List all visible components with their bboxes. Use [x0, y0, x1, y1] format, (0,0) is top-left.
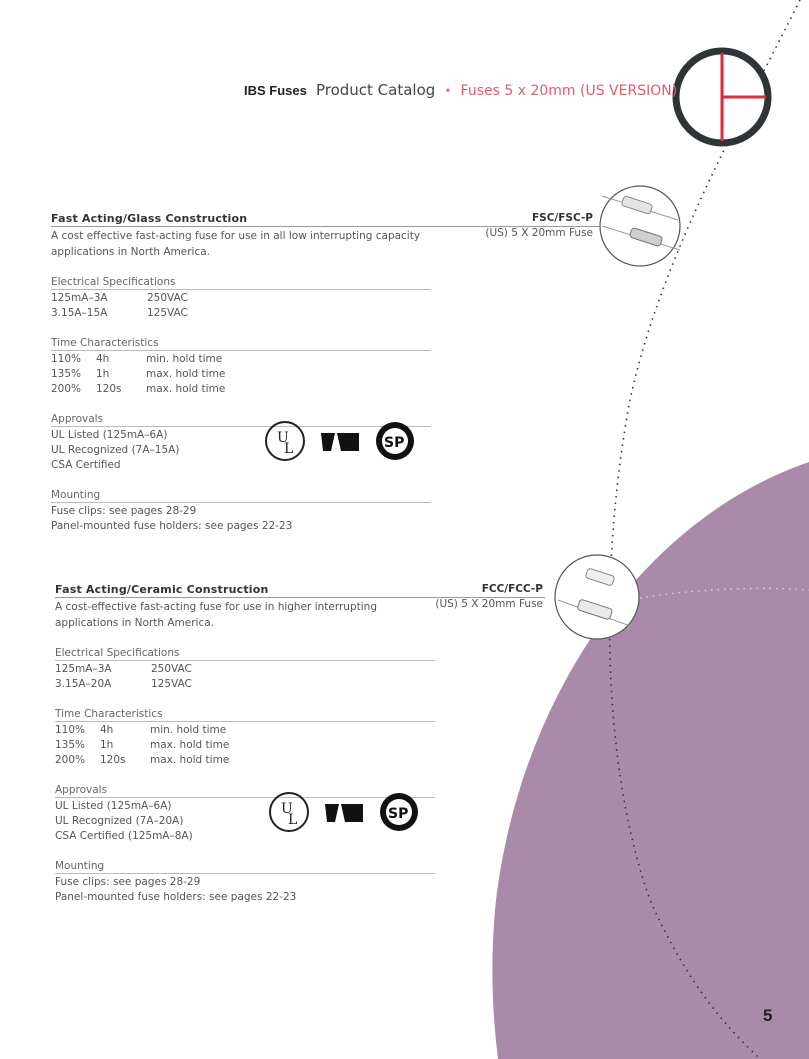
spec-row	[51, 291, 431, 306]
time-dur: 1h	[100, 739, 114, 751]
csa-certified-icon	[376, 422, 414, 460]
approval-item: CSA Certified	[51, 459, 121, 471]
spec-row	[55, 662, 435, 677]
time-row	[55, 738, 435, 753]
spec-row	[55, 677, 435, 692]
time-head: Time Characteristics	[51, 337, 431, 351]
electrical-head: Electrical Specifications	[51, 276, 431, 290]
section-description: A cost-effective fast-acting fuse for use in higher interrupting applications in North America.	[55, 601, 377, 629]
mounting-item: Fuse clips: see pages 28-29	[51, 505, 197, 517]
time-characteristics	[55, 708, 435, 768]
mounting-head: Mounting	[51, 489, 431, 503]
approval-item: CSA Certified (125mA–8A)	[55, 830, 193, 842]
approvals	[55, 784, 435, 844]
electrical-specs	[55, 647, 435, 692]
approval-item: UL Recognized (7A–20A)	[55, 815, 184, 827]
electrical-specs	[51, 276, 431, 321]
part-block	[485, 212, 593, 239]
logo-ring-icon	[676, 51, 768, 143]
svg-text:SP: SP	[384, 435, 405, 451]
csa-certified-icon	[380, 793, 418, 831]
time-row	[55, 723, 435, 738]
ul-listed-icon	[270, 793, 308, 831]
time-pct: 200%	[51, 383, 82, 395]
time-note: max. hold time	[146, 368, 226, 380]
mounting-item: Fuse clips: see pages 28-29	[55, 876, 201, 888]
mounting	[51, 489, 431, 534]
time-row	[51, 367, 431, 382]
spec-voltage: 250VAC	[147, 292, 188, 304]
catalog-header	[244, 80, 677, 99]
approval-item: UL Listed (125mA–6A)	[55, 800, 172, 812]
part-number: FSC/FSC-P	[531, 212, 593, 224]
time-pct: 135%	[51, 368, 82, 380]
time-dur: 4h	[100, 724, 114, 736]
approval-item: UL Listed (125mA–6A)	[51, 429, 168, 441]
section-title: Fast Acting/Glass Construction	[51, 212, 248, 225]
spec-voltage: 125VAC	[151, 678, 192, 690]
time-note: max. hold time	[150, 739, 230, 751]
mounting	[55, 860, 435, 905]
certification-logos	[263, 419, 443, 463]
approval-item: UL Recognized (7A–15A)	[51, 444, 180, 456]
svg-text:L: L	[288, 812, 298, 828]
time-dur: 4h	[96, 353, 110, 365]
ul-listed-icon	[266, 422, 304, 460]
spec-range: 125mA–3A	[55, 663, 112, 675]
part-block	[435, 583, 543, 610]
approvals	[51, 413, 431, 473]
section-glass	[51, 212, 601, 534]
brand-name: IBS Fuses	[244, 83, 307, 98]
part-description: (US) 5 X 20mm Fuse	[435, 598, 543, 610]
fuses-title: Fuses 5 x 20mm (US VERSION)	[460, 83, 678, 99]
time-pct: 135%	[55, 739, 86, 751]
header-separator: •	[444, 84, 452, 98]
part-description: (US) 5 X 20mm Fuse	[485, 227, 593, 239]
spec-row	[51, 306, 431, 321]
electrical-head: Electrical Specifications	[55, 647, 435, 661]
time-note: max. hold time	[146, 383, 226, 395]
time-row	[51, 352, 431, 367]
spec-voltage: 125VAC	[147, 307, 188, 319]
mounting-item: Panel-mounted fuse holders: see pages 22-23	[55, 891, 297, 903]
svg-text:U: U	[281, 801, 293, 817]
time-note: min. hold time	[146, 353, 223, 365]
time-pct: 110%	[55, 724, 86, 736]
section-description: A cost effective fast-acting fuse for use in all low interrupting capacity applications in North America.	[51, 230, 421, 258]
mounting-head: Mounting	[55, 860, 435, 874]
time-pct: 200%	[55, 754, 86, 766]
spec-range: 3.15A–20A	[55, 678, 112, 690]
time-row	[55, 753, 435, 768]
time-pct: 110%	[51, 353, 82, 365]
time-dur: 120s	[96, 383, 122, 395]
fuse-glass-image	[600, 186, 680, 266]
svg-text:U: U	[277, 430, 289, 446]
section-title: Fast Acting/Ceramic Construction	[55, 583, 269, 596]
approvals-head: Approvals	[51, 413, 431, 427]
mounting-item: Panel-mounted fuse holders: see pages 22-23	[51, 520, 293, 532]
spec-range: 3.15A–15A	[51, 307, 108, 319]
time-note: min. hold time	[150, 724, 227, 736]
approvals-head: Approvals	[55, 784, 435, 798]
spec-range: 125mA–3A	[51, 292, 108, 304]
part-number: FCC/FCC-P	[481, 583, 543, 595]
spec-voltage: 250VAC	[151, 663, 192, 675]
time-characteristics	[51, 337, 431, 397]
ul-recognized-icon	[321, 433, 359, 451]
time-dur: 1h	[96, 368, 110, 380]
time-dur: 120s	[100, 754, 126, 766]
certification-logos	[267, 790, 447, 834]
catalog-title: Product Catalog	[315, 81, 436, 99]
time-head: Time Characteristics	[55, 708, 435, 722]
ul-recognized-icon	[325, 804, 363, 822]
svg-text:L: L	[284, 441, 294, 457]
svg-text:SP: SP	[388, 806, 409, 822]
time-row	[51, 382, 431, 397]
time-note: max. hold time	[150, 754, 230, 766]
page-number: 5	[763, 1006, 773, 1025]
section-ceramic	[55, 583, 605, 905]
